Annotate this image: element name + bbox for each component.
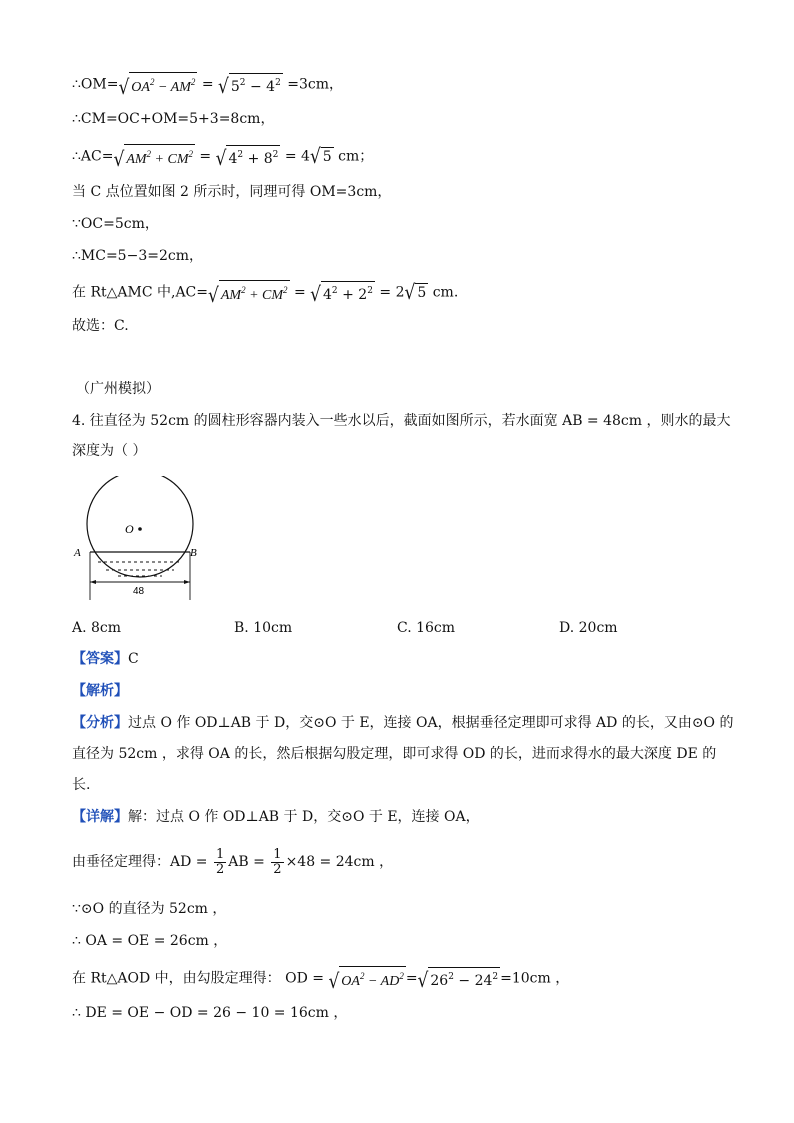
label-48: 48: [133, 586, 145, 597]
sqrt-expression: √ $AM^2 + CM^2$: [113, 144, 195, 169]
answer-tag: 【答案】: [72, 651, 128, 667]
label-b: B: [190, 547, 197, 559]
sqrt-expression: √ $4^2 + 8^2$: [215, 147, 279, 171]
figure-svg: [70, 476, 210, 604]
fraction-half: $\frac{1}{2}$: [215, 846, 225, 877]
detail-de: ∴ DE = OE − OD = 26 − 10 = 16cm ，: [72, 1005, 348, 1021]
detail-ad: 由垂径定理得：AD = $\frac{1}{2}$ AB = $\frac{1}{2}$ ×48 = 24cm ，: [72, 846, 394, 877]
fenxi-line-2: 直径为 52cm ，求得 OA 的长，然后根据勾股定理，即可求得 OD 的长，进而求得水的最大深度 DE 的: [72, 746, 717, 762]
xiangjie-tag: 【详解】: [72, 809, 128, 825]
sqrt-expression: √ $AM^2 + CM^2$: [208, 280, 290, 305]
detail-oa: ∴ OA = OE = 26cm ，: [72, 933, 228, 949]
step-om: ∴OM= √ $OA^2 - AM^2$ = √ $5^2 - 4^2$ =3cm，: [72, 72, 343, 97]
fraction-half: $\frac{1}{2}$: [273, 846, 282, 877]
sqrt-expression: √ 5: [309, 145, 332, 169]
circle-water-figure: [70, 476, 210, 608]
step-ac2: 在 Rt△AMC 中,AC= √ $AM^2 + CM^2$ = √ $4^2 + 2^2$ = 2 √ 5 cm.: [72, 281, 459, 308]
detail-diameter: ∵⊙O 的直径为 52cm ，: [72, 901, 227, 917]
answer-line: [72, 648, 139, 670]
analysis-tag: 【解析】: [72, 683, 128, 699]
step-oc: ∵OC=5cm，: [72, 216, 159, 232]
sqrt-expression: √ $OA^2 - AD^2$: [328, 966, 405, 991]
dim-arrow-left: [90, 580, 96, 584]
step-ac: ∴AC= √ $AM^2 + CM^2$ = √ $4^2 + 8^2$ = 4 √ 5 cm；: [72, 145, 374, 172]
center-point: [138, 527, 142, 531]
dim-arrow-right: [184, 580, 190, 584]
sqrt-expression: √ $26^2 - 24^2$: [417, 969, 499, 993]
sqrt-expression: √ $4^2 + 2^2$: [310, 283, 373, 307]
fenxi-tag: 【分析】: [72, 715, 128, 731]
step-choose: 故选：C.: [72, 318, 129, 334]
source-tag: （广州模拟）: [76, 381, 160, 397]
question-line-1: 4. 往直径为 52cm 的圆柱形容器内装入一些水以后，截面如图所示，若水面宽 AB = 48cm ，则水的最大: [72, 413, 731, 429]
fenxi-line-3: 长.: [72, 777, 91, 793]
option-d: D. 20cm: [559, 620, 618, 636]
question-line-2: 深度为（ ）: [72, 443, 147, 459]
detail-od: 在 Rt△AOD 中，由勾股定理得： OD = √ $OA^2 - AD^2$ = √ $26^2 - 24^2$ =10cm ，: [72, 966, 569, 991]
option-c: C. 16cm: [397, 620, 456, 636]
sqrt-expression: √ $5^2 - 4^2$: [218, 75, 281, 99]
step-mc: ∴MC=5−3=2cm，: [72, 248, 203, 264]
option-b: B. 10cm: [234, 620, 293, 636]
step-cm: ∴CM=OC+OM=5+3=8cm，: [72, 111, 275, 127]
fenxi-line-1: 【分析】过点 O 作 OD⊥AB 于 D，交⊙O 于 E，连接 OA，根据垂径定理即可求得 AD 的长，又由⊙O 的: [72, 715, 734, 731]
label-o: O: [125, 522, 134, 536]
sqrt-expression: √ $OA^2 - AM^2$: [118, 72, 197, 97]
sqrt-expression: √ 5: [404, 281, 427, 305]
xiangjie-line: 【详解】解：过点 O 作 OD⊥AB 于 D，交⊙O 于 E，连接 OA，: [72, 809, 480, 825]
option-a: A. 8cm: [72, 620, 122, 636]
step-position2: 当 C 点位置如图 2 所示时，同理可得 OM=3cm，: [72, 184, 392, 200]
label-a: A: [74, 547, 81, 559]
answer-value: C: [128, 651, 139, 667]
